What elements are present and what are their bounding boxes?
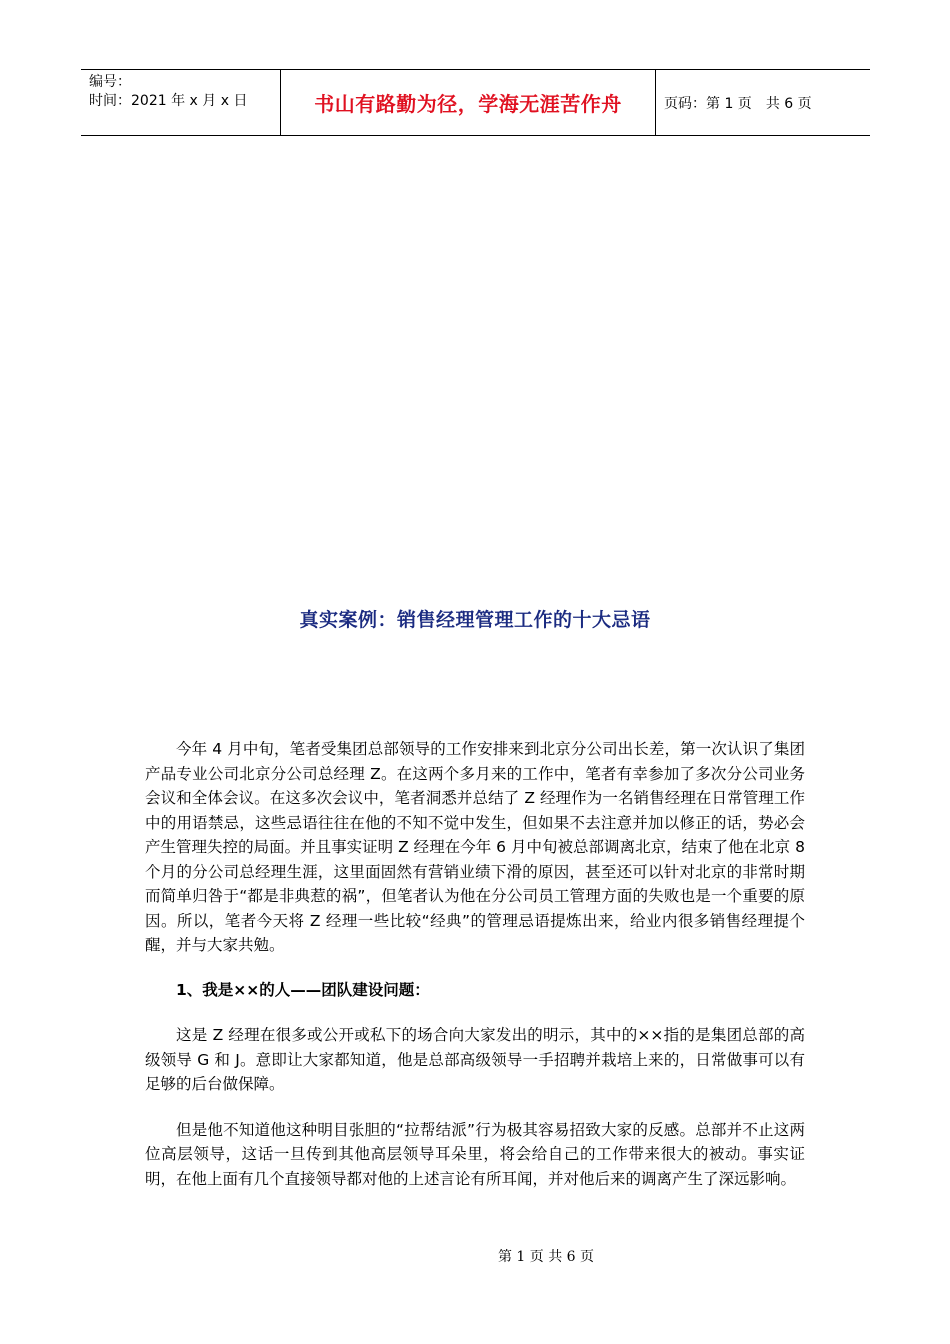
section-heading: 1、我是××的人——团队建设问题：	[176, 980, 430, 999]
page-code: 页码：第 1 页	[664, 95, 752, 112]
page-total: 共 6 页	[765, 95, 812, 112]
number-label: 编号：	[89, 74, 131, 90]
intro-paragraph: 今年 4 月中旬，笔者受集团总部领导的工作安排来到北京分公司出长差，第一次认识了集团产品专业公司北京分公司总经理 Z。在这两个多月来的工作中，笔者有幸参加了多次分公司业务会议和全体会议。在这多次会议中，笔者洞悉并总结了 Z 经理作为一名销售经理在日常管理工作中的用语禁忌，这些忌语往往在他的不知不觉中发生，但如果不去注意并加以修正的话，势必会产生管理失控的局面。并且事实证明 Z 经理在今年 6 月中旬被总部调离北京，结束了他在北京 8 个月的分公司总经理生涯，这里面固然有营销业绩下滑的原因，甚至还可以针对北京的非常时期而简单归咎于“都是非典惹的祸”，但笔者认为他在分公司员工管理方面的失败也是一个重要的原因。所以，笔者今天将 Z 经理一些比较“经典”的管理忌语提炼出来，给业内很多销售经理提个醒，并与大家共勉。	[145, 740, 805, 954]
header-motto: 书山有路勤为径，学海无涯苦作舟	[281, 70, 656, 135]
header-page-info	[656, 70, 870, 135]
document-header	[81, 69, 870, 136]
body-paragraph: 但是他不知道他这种明目张胆的“拉帮结派”行为极其容易招致大家的反感。总部并不止这两位高层领导，这话一旦传到其他高层领导耳朵里，将会给自己的工作带来很大的被动。事实证明，在他上面有几个直接领导都对他的上述言论有所耳闻，并对他后来的调离产生了深远影响。	[145, 1120, 805, 1188]
document-title: 真实案例：销售经理管理工作的十大忌语	[299, 609, 651, 631]
body-paragraph: 这是 Z 经理在很多或公开或私下的场合向大家发出的明示，其中的××指的是集团总部的高级领导 G 和 J。意即让大家都知道，他是总部高级领导一手招聘并栽培上来的，日常做事可以有足够的后台做保障。	[145, 1026, 805, 1093]
document-body	[145, 737, 805, 1191]
time-label: 时间：2021 年 x 月 x 日	[89, 93, 248, 109]
header-meta	[81, 70, 281, 135]
page-footer: 第 1 页 共 6 页	[497, 1249, 595, 1265]
